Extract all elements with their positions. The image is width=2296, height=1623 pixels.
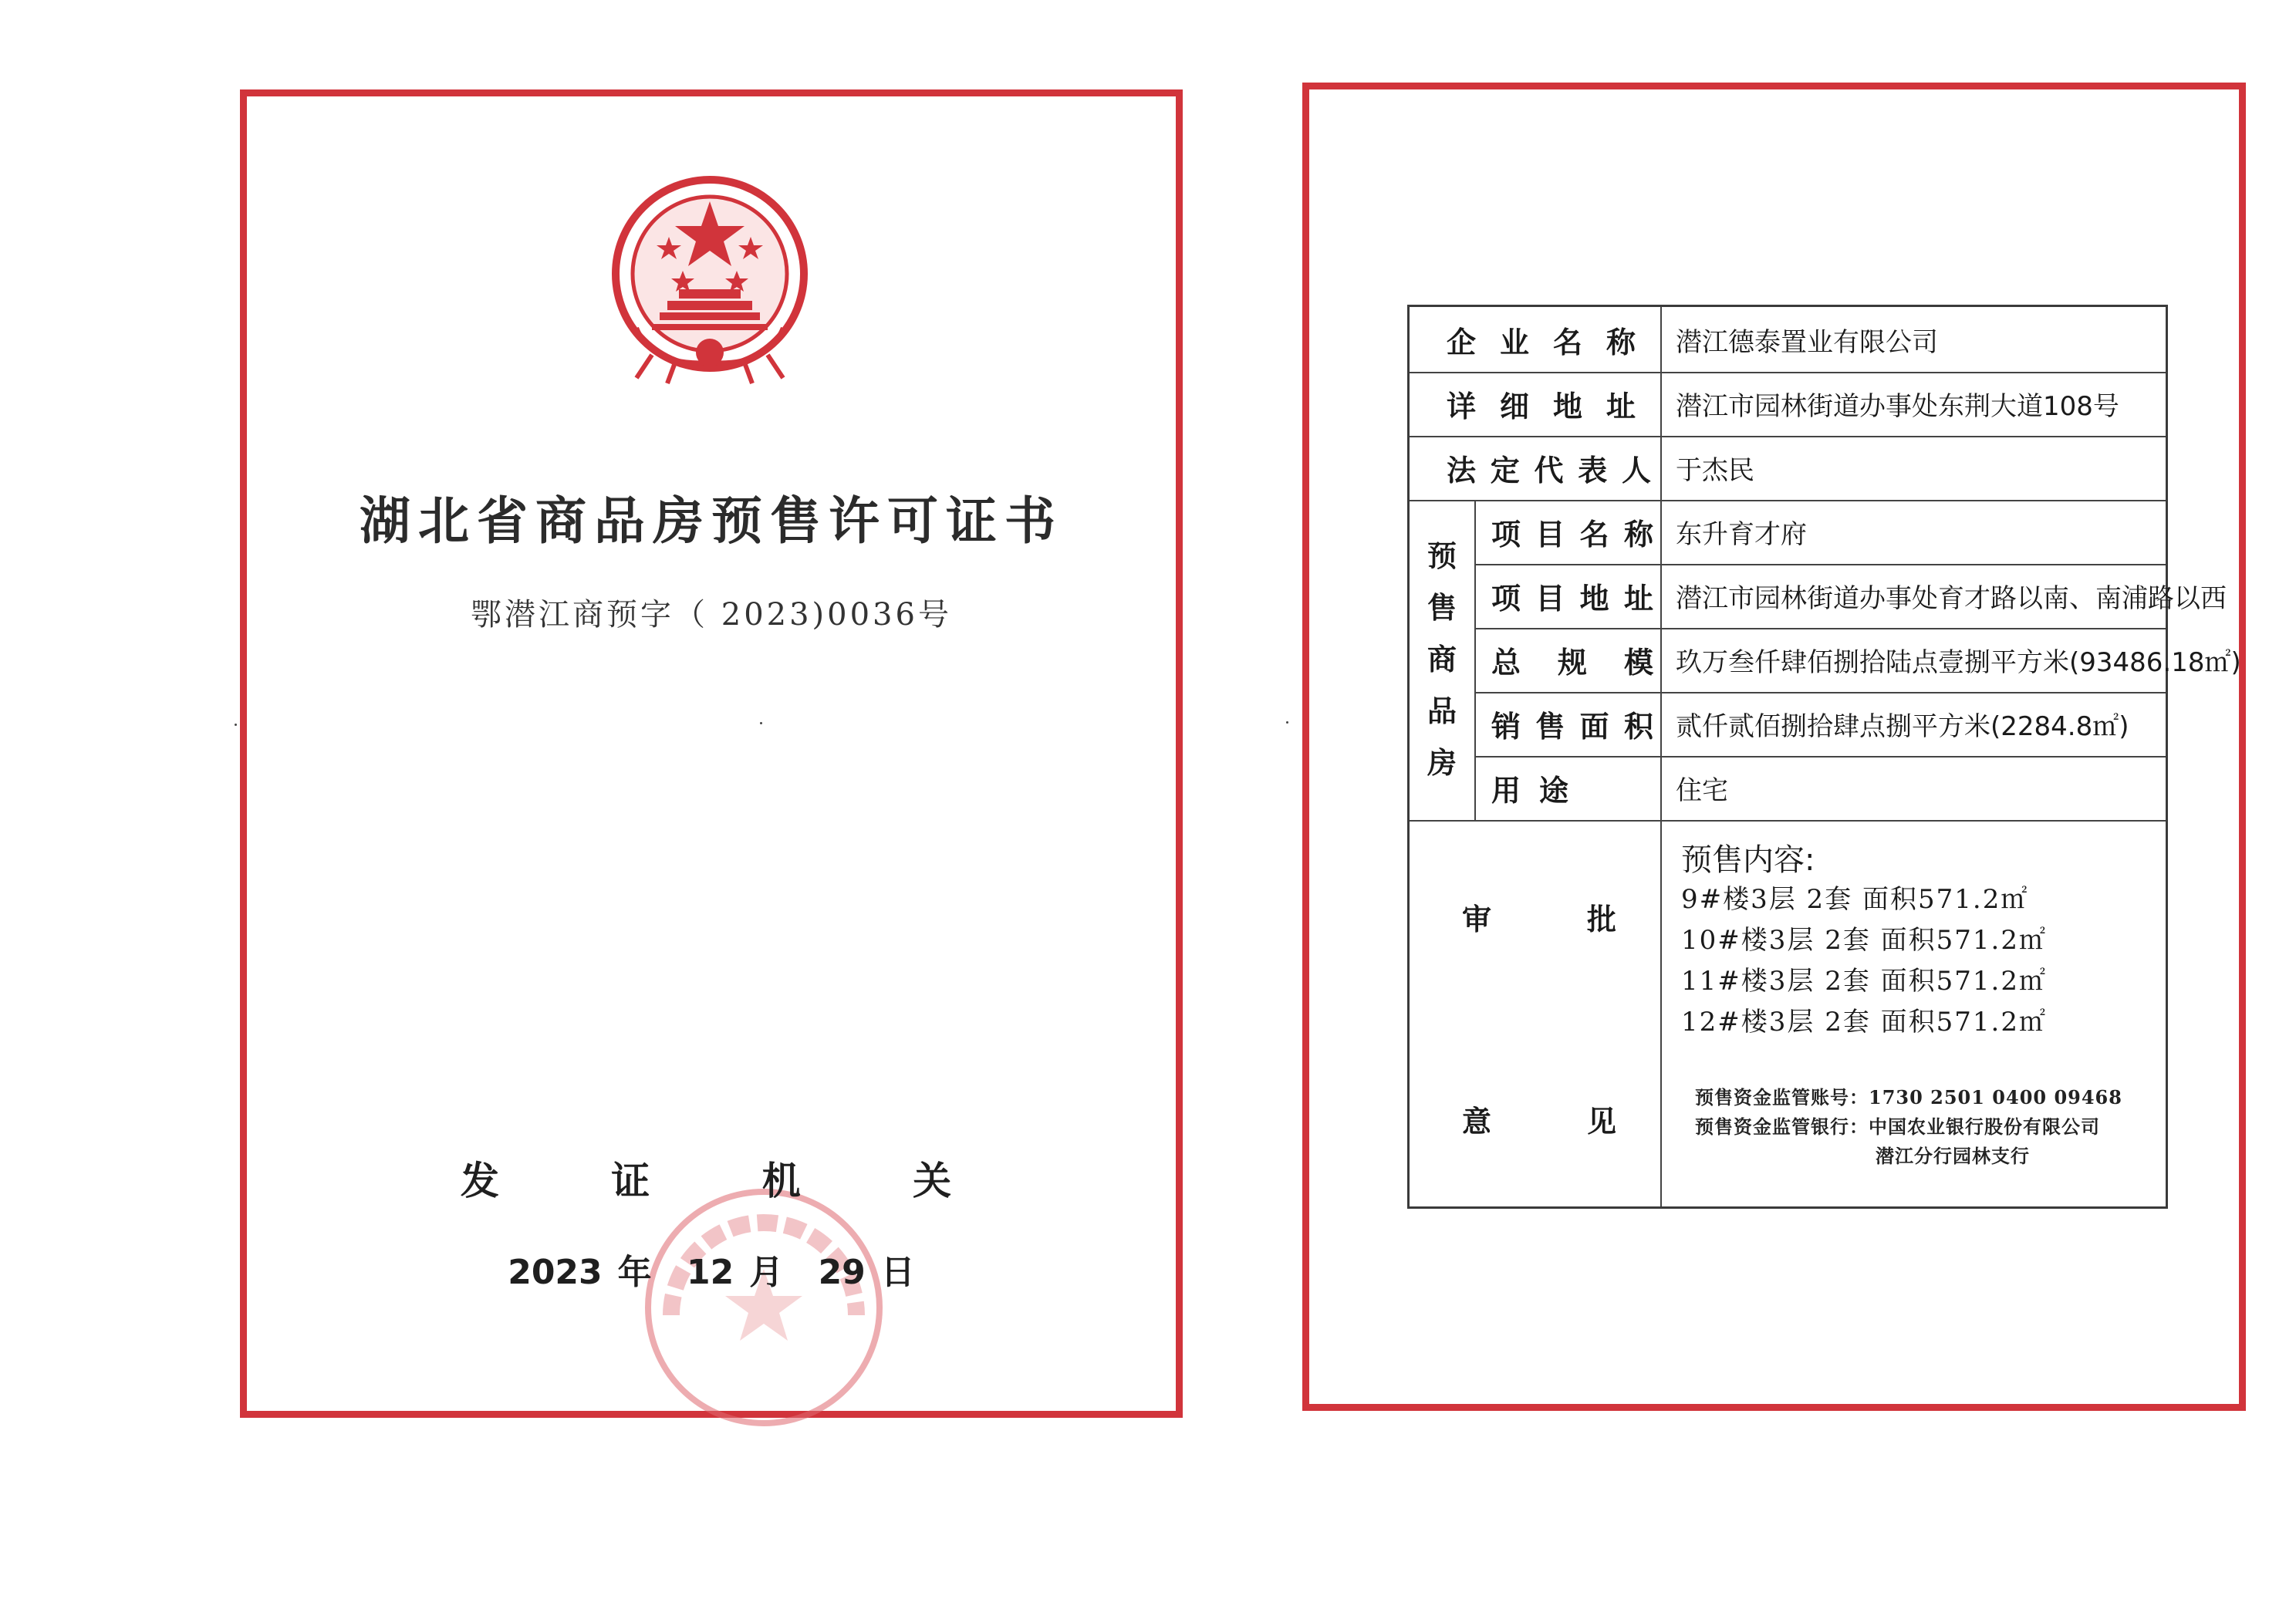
label-char: 售 — [1427, 591, 1457, 625]
label-char: 总 — [1491, 646, 1521, 680]
label-char: 址 — [1606, 390, 1636, 423]
address-value: 潜江市园林街道办事处东荆大道108号 — [1676, 391, 2119, 422]
label-char: 企 — [1447, 325, 1477, 359]
label-char: 用 — [1491, 774, 1521, 808]
label-char: 房 — [1427, 746, 1457, 780]
presale-item: 9#楼3层 2套 面积571.2㎡ — [1681, 884, 2029, 915]
scan-speck — [1286, 721, 1288, 724]
label-char: 址 — [1623, 582, 1653, 616]
total-scale-label — [1491, 628, 1653, 692]
project-address-value: 潜江市园林街道办事处育才路以南、南浦路以西 — [1676, 583, 2227, 614]
project-address-label — [1491, 564, 1653, 628]
details-table — [1407, 305, 2241, 1209]
label-char: 称 — [1623, 518, 1653, 552]
presale-content-heading: 预售内容: — [1681, 842, 1815, 878]
issuing-authority-label: 发 证 机 关 — [460, 1159, 1001, 1203]
label-char: 积 — [1623, 710, 1653, 744]
escrow-bank-branch: 潜江分行园林支行 — [1876, 1145, 2030, 1167]
project-name-value: 东升育才府 — [1676, 519, 1807, 550]
label-char: 地 — [1579, 582, 1609, 616]
opinion-label — [1462, 1095, 1616, 1142]
usage-label — [1491, 756, 1568, 820]
label-char: 人 — [1621, 454, 1651, 488]
label-char: 面 — [1579, 710, 1609, 744]
sales-area-value: 贰仟贰佰捌拾肆点捌平方米(2284.8㎡) — [1676, 711, 2129, 742]
label-char: 商 — [1427, 643, 1457, 677]
scan-speck — [760, 722, 762, 724]
presale-item: 10#楼3层 2套 面积571.2㎡ — [1681, 925, 2047, 956]
presale-housing-label — [1410, 500, 1474, 820]
label-char: 审 — [1462, 902, 1492, 936]
escrow-account: 预售资金监管账号：1730 2501 0400 09468 — [1695, 1086, 2122, 1108]
usage-value: 住宅 — [1676, 775, 1728, 806]
label-char: 项 — [1491, 518, 1521, 552]
label-char: 法 — [1447, 454, 1477, 488]
label-char: 表 — [1578, 454, 1608, 488]
label-char: 模 — [1623, 646, 1653, 680]
label-char: 销 — [1491, 710, 1521, 744]
presale-item: 12#楼3层 2套 面积571.2㎡ — [1681, 1007, 2047, 1038]
label-char: 名 — [1579, 518, 1609, 552]
legal-representative-value: 于杰民 — [1676, 455, 1754, 486]
label-char: 品 — [1427, 694, 1457, 728]
label-char: 途 — [1538, 774, 1568, 808]
approval-label — [1462, 893, 1616, 940]
label-char: 规 — [1557, 646, 1587, 680]
label-char: 项 — [1491, 582, 1521, 616]
legal-representative-label — [1447, 436, 1651, 500]
label-char: 业 — [1499, 325, 1529, 359]
sales-area-label — [1491, 692, 1653, 756]
escrow-bank: 预售资金监管银行：中国农业银行股份有限公司 — [1695, 1115, 2100, 1138]
label-char: 意 — [1462, 1104, 1492, 1139]
label-char: 售 — [1535, 710, 1565, 744]
certificate-number: 鄂潜江商预字（ 2023)0036号 — [471, 597, 952, 633]
certificate-title: 湖北省商品房预售许可证书 — [360, 491, 1063, 551]
label-char: 称 — [1606, 325, 1636, 359]
national-emblem-icon — [606, 174, 814, 386]
issue-date: 2023 年 12 月 29 日 — [508, 1253, 915, 1292]
label-char: 见 — [1586, 1104, 1616, 1139]
project-name-label — [1491, 500, 1653, 564]
label-char: 详 — [1447, 390, 1477, 423]
label-char: 目 — [1535, 518, 1565, 552]
certificate-details — [1302, 83, 2246, 1411]
label-char: 名 — [1552, 325, 1582, 359]
label-char: 目 — [1535, 582, 1565, 616]
label-char: 批 — [1586, 902, 1616, 936]
official-seal-icon — [640, 1184, 887, 1431]
address-label — [1447, 372, 1636, 436]
label-char: 代 — [1534, 454, 1564, 488]
presale-item: 11#楼3层 2套 面积571.2㎡ — [1681, 966, 2047, 997]
label-char: 定 — [1490, 454, 1520, 488]
label-char: 预 — [1427, 539, 1457, 573]
scan-speck — [235, 724, 237, 726]
company-name-value: 潜江德泰置业有限公司 — [1676, 326, 1938, 358]
company-name-label — [1447, 307, 1636, 372]
certificate-cover — [240, 89, 1183, 1418]
label-char: 地 — [1552, 390, 1582, 423]
label-char: 细 — [1499, 390, 1529, 423]
total-scale-value: 玖万叁仟肆佰捌拾陆点壹捌平方米(93486.18㎡) — [1676, 647, 2241, 678]
